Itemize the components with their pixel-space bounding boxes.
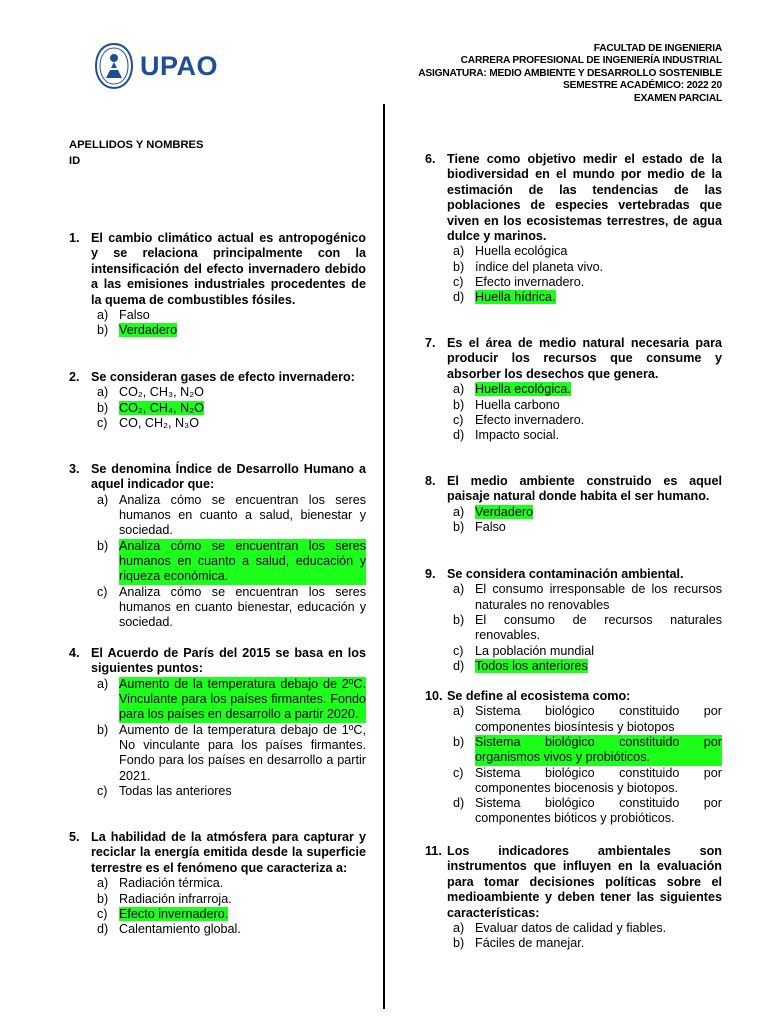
option-text: Analiza cómo se encuentran los seres humanos en cuanto a salud, bienestar y sociedad.	[119, 492, 366, 538]
option-text-highlighted: Verdadero	[119, 323, 178, 338]
option-text: Evaluar datos de calidad y fiables.	[475, 921, 667, 936]
question-text: La habilidad de la atmósfera para capturar y reciclar la energía emitida desde la superficie terrestre es el fenómeno que caracteriza a:	[91, 830, 366, 875]
option-b[interactable]	[453, 398, 722, 413]
option-letter: d)	[453, 428, 465, 443]
option-letter: a)	[97, 876, 109, 891]
question-text: Es el área de medio natural necesaria para producir los recursos que consume y absorber los desechos que genera.	[447, 336, 722, 381]
option-text: Radiación infrarroja.	[119, 891, 232, 906]
option-letter: b)	[453, 259, 465, 274]
option-letter: b)	[453, 520, 465, 535]
option-letter: a)	[453, 582, 465, 597]
option-letter: c)	[453, 643, 464, 658]
option-c[interactable]	[453, 644, 722, 659]
option-text: La población mundial	[475, 643, 595, 658]
question-7	[425, 336, 722, 443]
option-a[interactable]	[453, 704, 722, 735]
option-text: Calentamiento global.	[119, 922, 241, 937]
option-letter: b)	[453, 936, 465, 951]
option-letter: a)	[97, 492, 109, 507]
question-4	[69, 646, 366, 799]
option-letter: c)	[97, 584, 108, 599]
question-text: Se define al ecosistema como:	[447, 689, 631, 703]
option-text: Sistema biológico constituido por componentes biosíntesis y biotopos	[475, 704, 722, 734]
option-letter: b)	[453, 613, 465, 627]
option-letter: a)	[453, 504, 465, 519]
option-text: El consumo irresponsable de los recursos naturales no renovables	[475, 582, 722, 612]
exam-header	[418, 43, 722, 105]
university-seal-icon	[94, 42, 134, 90]
option-a[interactable]	[97, 876, 366, 891]
option-d[interactable]	[453, 796, 722, 827]
option-a[interactable]	[97, 677, 366, 723]
option-a[interactable]	[453, 582, 722, 613]
question-text: Se considera contaminación ambiental.	[447, 567, 684, 581]
question-number: 4.	[69, 646, 80, 660]
question-2	[69, 370, 366, 431]
option-text: Aumento de la temperatura debajo de 1ºC, No vinculante para los países firmantes. Fondo para los países en desarrollo a partir 2021.	[119, 722, 366, 783]
question-text: Tiene como objetivo medir el estado de la biodiversidad en el mundo por medio de la estimación de las tendencias de las poblaciones de especies vertebradas que viven en los ecosistemas terrestres, de agua dulce y marinos.	[447, 152, 722, 244]
option-b[interactable]	[453, 735, 722, 766]
question-10	[425, 689, 722, 827]
option-text: Impacto social.	[475, 428, 559, 443]
option-text-highlighted: Aumento de la temperatura debajo de 2ºC. Vinculante para los países firmantes. Fondo para los países en desarrollo a partir 2020.	[119, 676, 366, 722]
option-letter: c)	[453, 765, 464, 780]
option-letter: a)	[453, 382, 465, 397]
option-letter: a)	[453, 921, 465, 936]
option-b[interactable]	[453, 260, 722, 275]
option-b[interactable]	[97, 539, 366, 585]
option-text: Huella carbono	[475, 397, 560, 412]
option-text-highlighted: Analiza cómo se encuentran los seres humanos en cuanto a salud, educación y riqueza económica.	[119, 538, 366, 584]
option-letter: a)	[97, 308, 109, 323]
question-number: 11.	[425, 844, 442, 858]
option-text-highlighted: Verdadero	[475, 504, 534, 519]
option-c[interactable]	[453, 275, 722, 290]
option-c[interactable]	[453, 766, 722, 797]
option-a[interactable]	[97, 493, 366, 539]
option-text: Todas las anteriores	[119, 783, 232, 798]
option-text: Falso	[119, 308, 150, 323]
question-11	[425, 844, 722, 952]
question-number: 5.	[69, 830, 80, 844]
upao-logo	[94, 42, 218, 90]
question-text: Se denomina Índice de Desarrollo Humano a aquel indicador que:	[91, 462, 366, 492]
option-text: Falso	[475, 520, 506, 535]
option-text-highlighted: Huella hídrica.	[475, 290, 556, 305]
question-text: El cambio climático actual es antropogénico y se relaciona principalmente con la intensificación del efecto invernadero debido a las emisiones industriales procedentes de la quema de combustibles fósiles.	[91, 231, 366, 307]
option-a[interactable]	[453, 505, 722, 520]
option-a[interactable]	[453, 382, 722, 397]
option-letter: d)	[453, 658, 465, 673]
option-d[interactable]	[453, 659, 722, 674]
option-d[interactable]	[453, 290, 722, 305]
student-fields	[69, 138, 203, 169]
option-letter: b)	[453, 397, 465, 412]
option-b[interactable]	[97, 401, 366, 416]
option-a[interactable]	[97, 385, 366, 400]
option-text-highlighted: CO₂, CH₄, N₂O	[119, 400, 204, 415]
student-id-label: ID	[69, 154, 81, 167]
option-text: CO₂, CH₃, N₂O	[119, 385, 204, 400]
option-text: Sistema biológico constituido por componentes bióticos y probióticos.	[475, 796, 722, 826]
option-text: CO, CH₂, N₃O	[119, 416, 199, 430]
career-line: CARRERA PROFESIONAL DE INGENIERÍA INDUSTRIAL	[460, 55, 722, 67]
option-letter: b)	[97, 891, 109, 906]
question-8	[425, 474, 722, 535]
exam-type-line: EXAMEN PARCIAL	[633, 92, 722, 104]
option-letter: c)	[97, 906, 108, 921]
option-d[interactable]	[97, 922, 366, 937]
option-letter: b)	[97, 722, 109, 737]
option-a[interactable]	[453, 244, 722, 259]
option-letter: b)	[97, 323, 109, 338]
question-number: 6.	[425, 152, 436, 166]
brand-name: UPAO	[140, 50, 219, 81]
question-1	[69, 231, 366, 339]
option-text: El consumo de recursos naturales renovables.	[475, 613, 722, 643]
option-letter: c)	[453, 275, 464, 290]
option-letter: b)	[453, 735, 465, 749]
option-letter: a)	[97, 676, 109, 691]
question-number: 1.	[69, 231, 80, 245]
option-text: Radiación térmica.	[119, 876, 224, 891]
question-number: 9.	[425, 567, 436, 581]
faculty-line: FACULTAD DE INGENIERIA	[593, 43, 722, 54]
option-text-highlighted: Huella ecológica.	[475, 382, 571, 397]
option-text: Efecto invernadero.	[475, 412, 585, 427]
option-text: Huella ecológica	[475, 244, 568, 259]
option-a[interactable]	[97, 308, 366, 323]
option-c[interactable]	[97, 784, 366, 799]
question-text: El medio ambiente construido es aquel paisaje natural donde habita el ser humano.	[447, 474, 722, 504]
option-letter: b)	[97, 538, 109, 553]
option-letter: d)	[97, 922, 109, 937]
option-text: Efecto invernadero.	[475, 275, 585, 290]
course-line: ASIGNATURA: MEDIO AMBIENTE Y DESARROLLO SOSTENIBLE	[418, 67, 722, 79]
question-5	[69, 830, 366, 937]
option-a[interactable]	[453, 921, 722, 936]
option-text-highlighted: Efecto invernadero.	[119, 906, 229, 921]
question-number: 7.	[425, 336, 436, 350]
question-number: 3.	[69, 462, 80, 476]
question-number: 2.	[69, 370, 80, 384]
option-b[interactable]	[97, 723, 366, 784]
question-number: 10.	[425, 689, 443, 703]
option-letter: a)	[97, 385, 109, 400]
option-d[interactable]	[453, 428, 722, 443]
option-letter: b)	[97, 400, 109, 415]
question-3	[69, 462, 366, 630]
option-letter: c)	[453, 412, 464, 427]
option-letter: c)	[97, 416, 108, 430]
option-letter: c)	[97, 783, 108, 798]
question-text: Se consideran gases de efecto invernadero:	[91, 370, 355, 384]
option-letter: d)	[453, 796, 465, 811]
option-text-highlighted: Todos los anteriores	[475, 658, 588, 673]
option-letter: a)	[453, 244, 465, 259]
semester-line: SEMESTRE ACADÉMICO: 2022 20	[563, 80, 722, 92]
column-divider	[383, 104, 385, 1009]
option-text-highlighted: Sistema biológico constituido por organismos vivos y probióticos.	[475, 735, 722, 765]
option-b[interactable]	[97, 892, 366, 907]
option-c[interactable]	[97, 416, 366, 431]
option-letter: d)	[453, 290, 465, 305]
option-b[interactable]	[453, 520, 722, 535]
option-b[interactable]	[97, 323, 366, 338]
option-text: índice del planeta vivo.	[475, 259, 604, 274]
option-c[interactable]	[97, 907, 366, 922]
option-b[interactable]	[453, 613, 722, 644]
question-6	[425, 152, 722, 306]
option-c[interactable]	[453, 413, 722, 428]
option-letter: a)	[453, 704, 465, 719]
option-b[interactable]	[453, 936, 722, 951]
option-c[interactable]	[97, 585, 366, 631]
question-text: El Acuerdo de París del 2015 se basa en los siguientes puntos:	[91, 646, 366, 676]
option-text: Sistema biológico constituido por componentes biocenosis y biotopos.	[475, 765, 722, 795]
question-number: 8.	[425, 474, 436, 488]
option-text: Fáciles de manejar.	[475, 936, 585, 951]
question-text: Los indicadores ambientales son instrumentos que influyen en la evaluación para tomar decisiones políticas sobre el medioambiente y deben tener las siguientes características:	[447, 844, 722, 920]
option-text: Analiza cómo se encuentran los seres humanos en cuanto bienestar, educación y sociedad.	[119, 584, 366, 630]
student-name-label: APELLIDOS Y NOMBRES	[69, 139, 204, 151]
question-9	[425, 567, 722, 674]
